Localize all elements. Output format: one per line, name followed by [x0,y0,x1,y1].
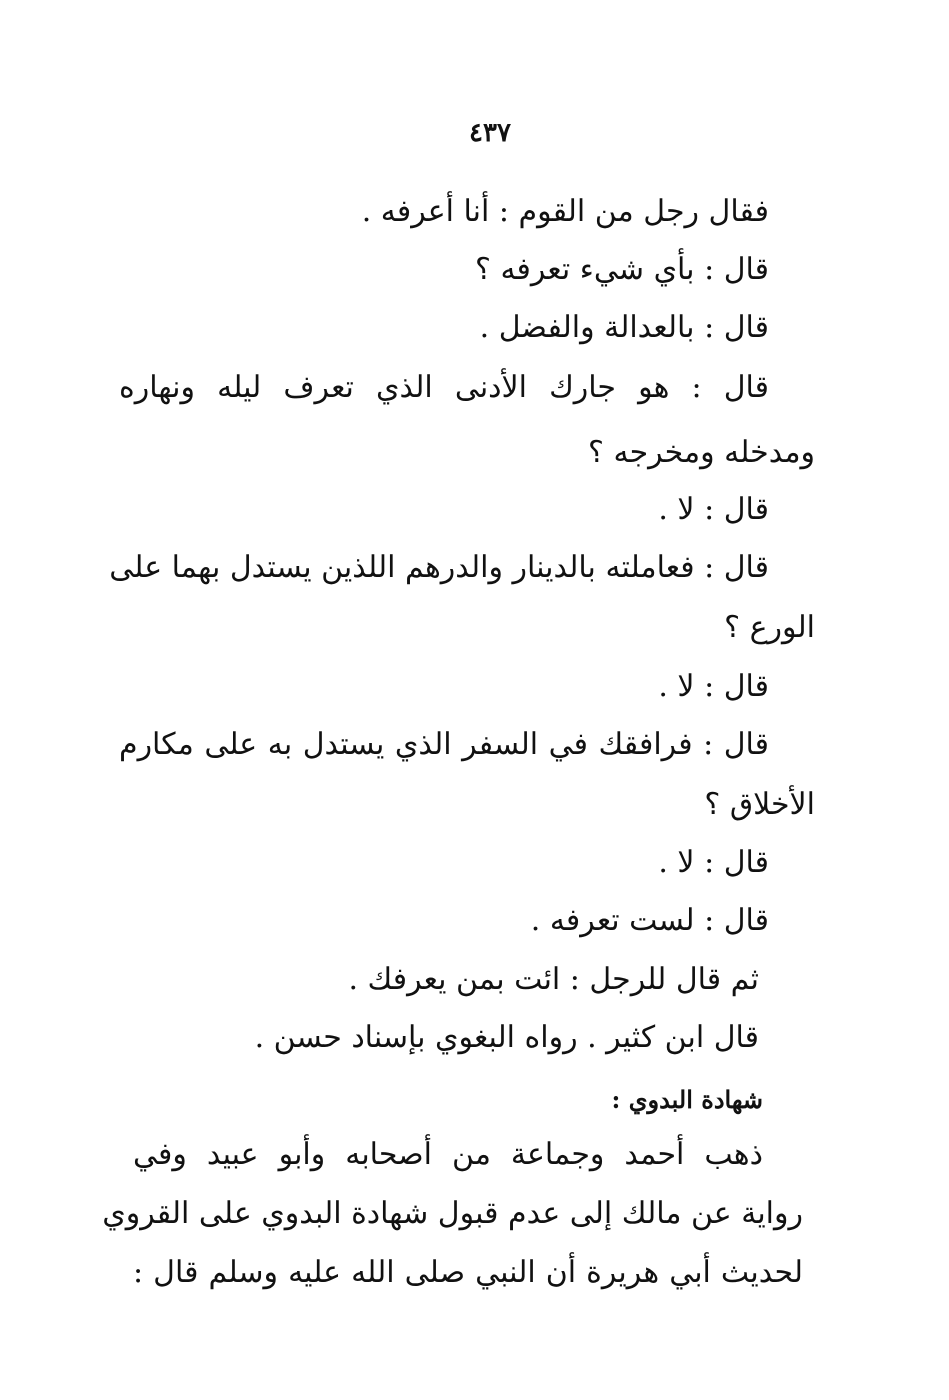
page-number: ٤٣٧ [469,118,511,148]
dialogue-line: قال : بأي شيء تعرفه ؟ [474,252,769,287]
dialogue-line: قال : لست تعرفه . [530,903,769,938]
section-heading: شهادة البدوي : [611,1085,763,1114]
dialogue-line: قال : فعاملته بالدينار والدرهم اللذين يستدل بهما على [109,550,769,585]
dialogue-line: قال : لا . [658,845,769,880]
dialogue-line: ومدخله ومخرجه ؟ [588,435,815,470]
dialogue-line: قال : بالعدالة والفضل . [479,310,769,345]
paragraph-line: ذهب أحمد وجماعة من أصحابه وأبو عبيد وفي [133,1137,763,1172]
dialogue-line: فقال رجل من القوم : أنا أعرفه . [361,194,769,229]
paragraph-line: لحديث أبي هريرة أن النبي صلى الله عليه وسلم قال : [133,1255,803,1290]
dialogue-line: قال : لا . [658,492,769,527]
paragraph-line: رواية عن مالك إلى عدم قبول شهادة البدوي على القروي [102,1196,803,1231]
dialogue-line: الأخلاق ؟ [704,787,815,822]
dialogue-line: قال : فرافقك في السفر الذي يستدل به على مكارم [119,727,769,762]
dialogue-line: الورع ؟ [724,610,815,645]
dialogue-line: ثم قال للرجل : ائت بمن يعرفك . [348,962,759,997]
dialogue-line: قال : هو جارك الأدنى الذي تعرف ليله ونهاره [119,370,769,405]
dialogue-line: قال : لا . [658,669,769,704]
dialogue-line: قال ابن كثير . رواه البغوي بإسناد حسن . [254,1020,759,1055]
